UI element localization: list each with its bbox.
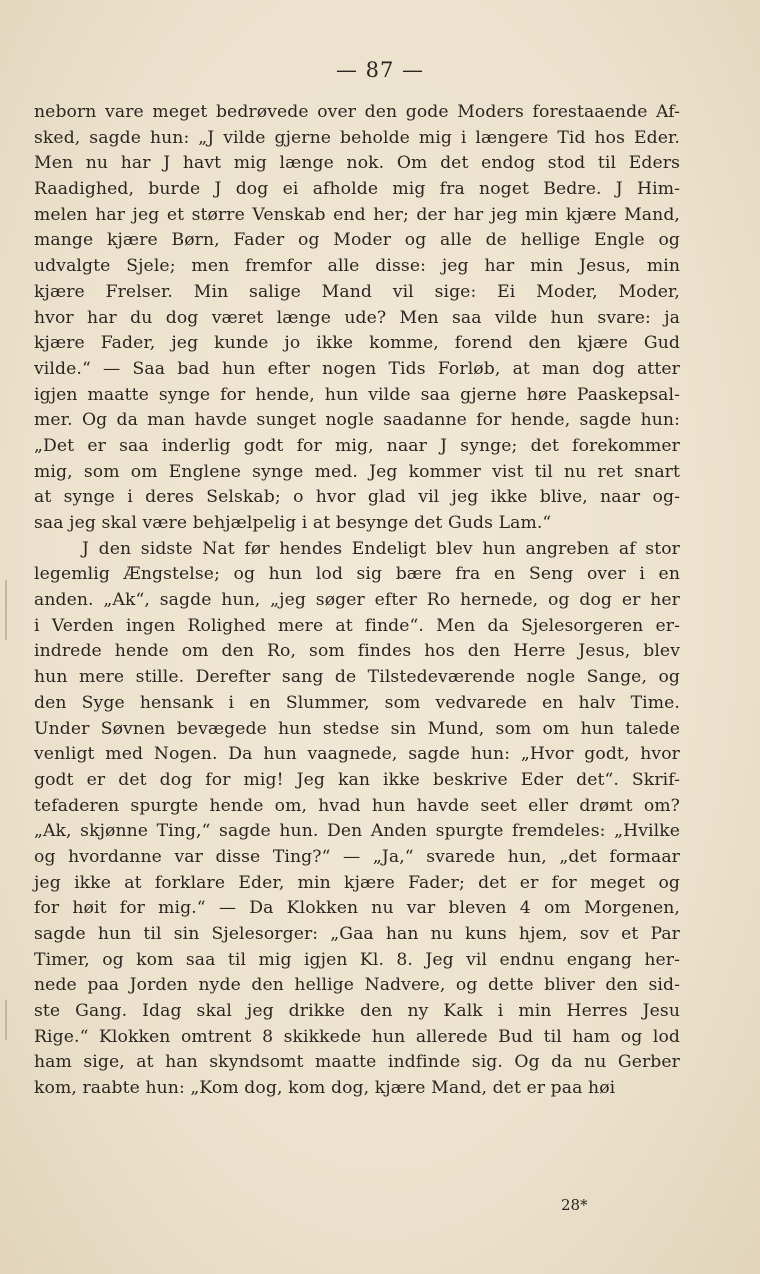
text-line: mig, som om Englene synge med. Jeg kommer vist til nu ret snart [34,461,680,482]
text-line: hvor har du dog været længe ude? Men saa vilde hun svare: ja [34,307,680,328]
text-line: den Syge hensank i en Slummer, som vedvarede en halv Time. [34,692,680,713]
text-line: indrede hende om den Ro, som findes hos den Herre Jesus, blev [34,641,680,662]
text-line: at synge i deres Selskab; o hvor glad vil jeg ikke blive, naar og- [34,487,680,508]
text-line: vilde.“ — Saa bad hun efter nogen Tids Forløb, at man dog atter [34,358,680,379]
text-line: saa jeg skal være behjælpelig i at besynge det Guds Lam.“ [34,513,552,533]
text-line: godt er det dog for mig! Jeg kan ikke beskrive Eder det“. Skrif- [34,769,680,790]
text-line: Raadighed, burde J dog ei afholde mig fra noget Bedre. J Him- [34,179,680,200]
text-line: J den sidste Nat før hendes Endeligt blev hun angreben af stor [82,538,680,559]
text-line: igjen maatte synge for hende, hun vilde saa gjerne høre Paaskepsal- [34,384,680,405]
text-line: mange kjære Børn, Fader og Moder og alle de hellige Engle og [34,230,680,251]
body-text [34,100,680,1102]
text-line: udvalgte Sjele; men fremfor alle disse: jeg har min Jesus, min [34,256,680,277]
text-line: kjære Fader, jeg kunde jo ikke komme, forend den kjære Gud [34,333,680,354]
text-line: kom, raabte hun: „Kom dog, kom dog, kjære Mand, det er paa høi [34,1078,616,1099]
text-line: „Det er saa inderlig godt for mig, naar J synge; det forekommer [34,435,680,456]
text-line: og hvordanne var disse Ting?“ — „Ja,“ svarede hun, „det formaar [34,846,680,867]
text-line: Under Søvnen bevægede hun stedse sin Mund, som om hun talede [34,718,680,739]
text-line: sagde hun til sin Sjelesorger: „Gaa han nu kuns hjem, sov et Par [34,924,680,944]
text-line: melen har jeg et større Venskab end her; der har jeg min kjære Mand, [34,204,680,225]
text-line: i Verden ingen Rolighed mere at finde“. Men da Sjelesorgeren er- [34,615,680,636]
text-line: neborn vare meget bedrøvede over den gode Moders forestaaende Af- [34,102,680,122]
page-number: — 87 — [335,58,425,82]
text-line: Rige.“ Klokken omtrent 8 skikkede hun allerede Bud til ham og lod [34,1026,680,1047]
text-line: ham sige, at han skyndsomt maatte indfinde sig. Og da nu Gerber [34,1052,680,1073]
text-line: hun mere stille. Derefter sang de Tilstedeværende nogle Sange, og [34,667,680,688]
text-line: mer. Og da man havde sunget nogle saadanne for hende, sagde hun: [34,410,680,431]
text-line: Timer, og kom saa til mig igjen Kl. 8. Jeg vil endnu engang her- [34,949,680,970]
text-line: nede paa Jorden nyde den hellige Nadvere, og dette bliver den sid- [34,975,680,996]
text-line: ste Gang. Idag skal jeg drikke den ny Kalk i min Herres Jesu [34,1001,680,1022]
text-line: kjære Frelser. Min salige Mand vil sige: Ei Moder, Moder, [34,281,680,302]
text-line: Men nu har J havt mig længe nok. Om det endog stod til Eders [34,153,680,174]
text-line: anden. „Ak“, sagde hun, „jeg søger efter Ro hernede, og dog er her [34,590,680,611]
text-line: „Ak, skjønne Ting,“ sagde hun. Den Anden spurgte fremdeles: „Hvilke [34,821,680,842]
text-line: jeg ikke at forklare Eder, min kjære Fader; det er for meget og [34,872,680,893]
text-line: venligt med Nogen. Da hun vaagnede, sagde hun: „Hvor godt, hvor [34,744,680,765]
text-line: legemlig Ængstelse; og hun lod sig bære fra en Seng over i en [34,564,680,585]
page-edge-shadow [5,1000,7,1040]
text-line: for høit for mig.“ — Da Klokken nu var bleven 4 om Morgenen, [34,898,680,919]
text-line: tefaderen spurgte hende om, hvad hun havde seet eller drømt om? [34,795,680,816]
text-line: sked, sagde hun: „J vilde gjerne beholde mig i længere Tid hos Eder. [34,127,680,148]
page-edge-shadow [5,580,7,640]
signature-mark: 28* [561,1196,588,1214]
